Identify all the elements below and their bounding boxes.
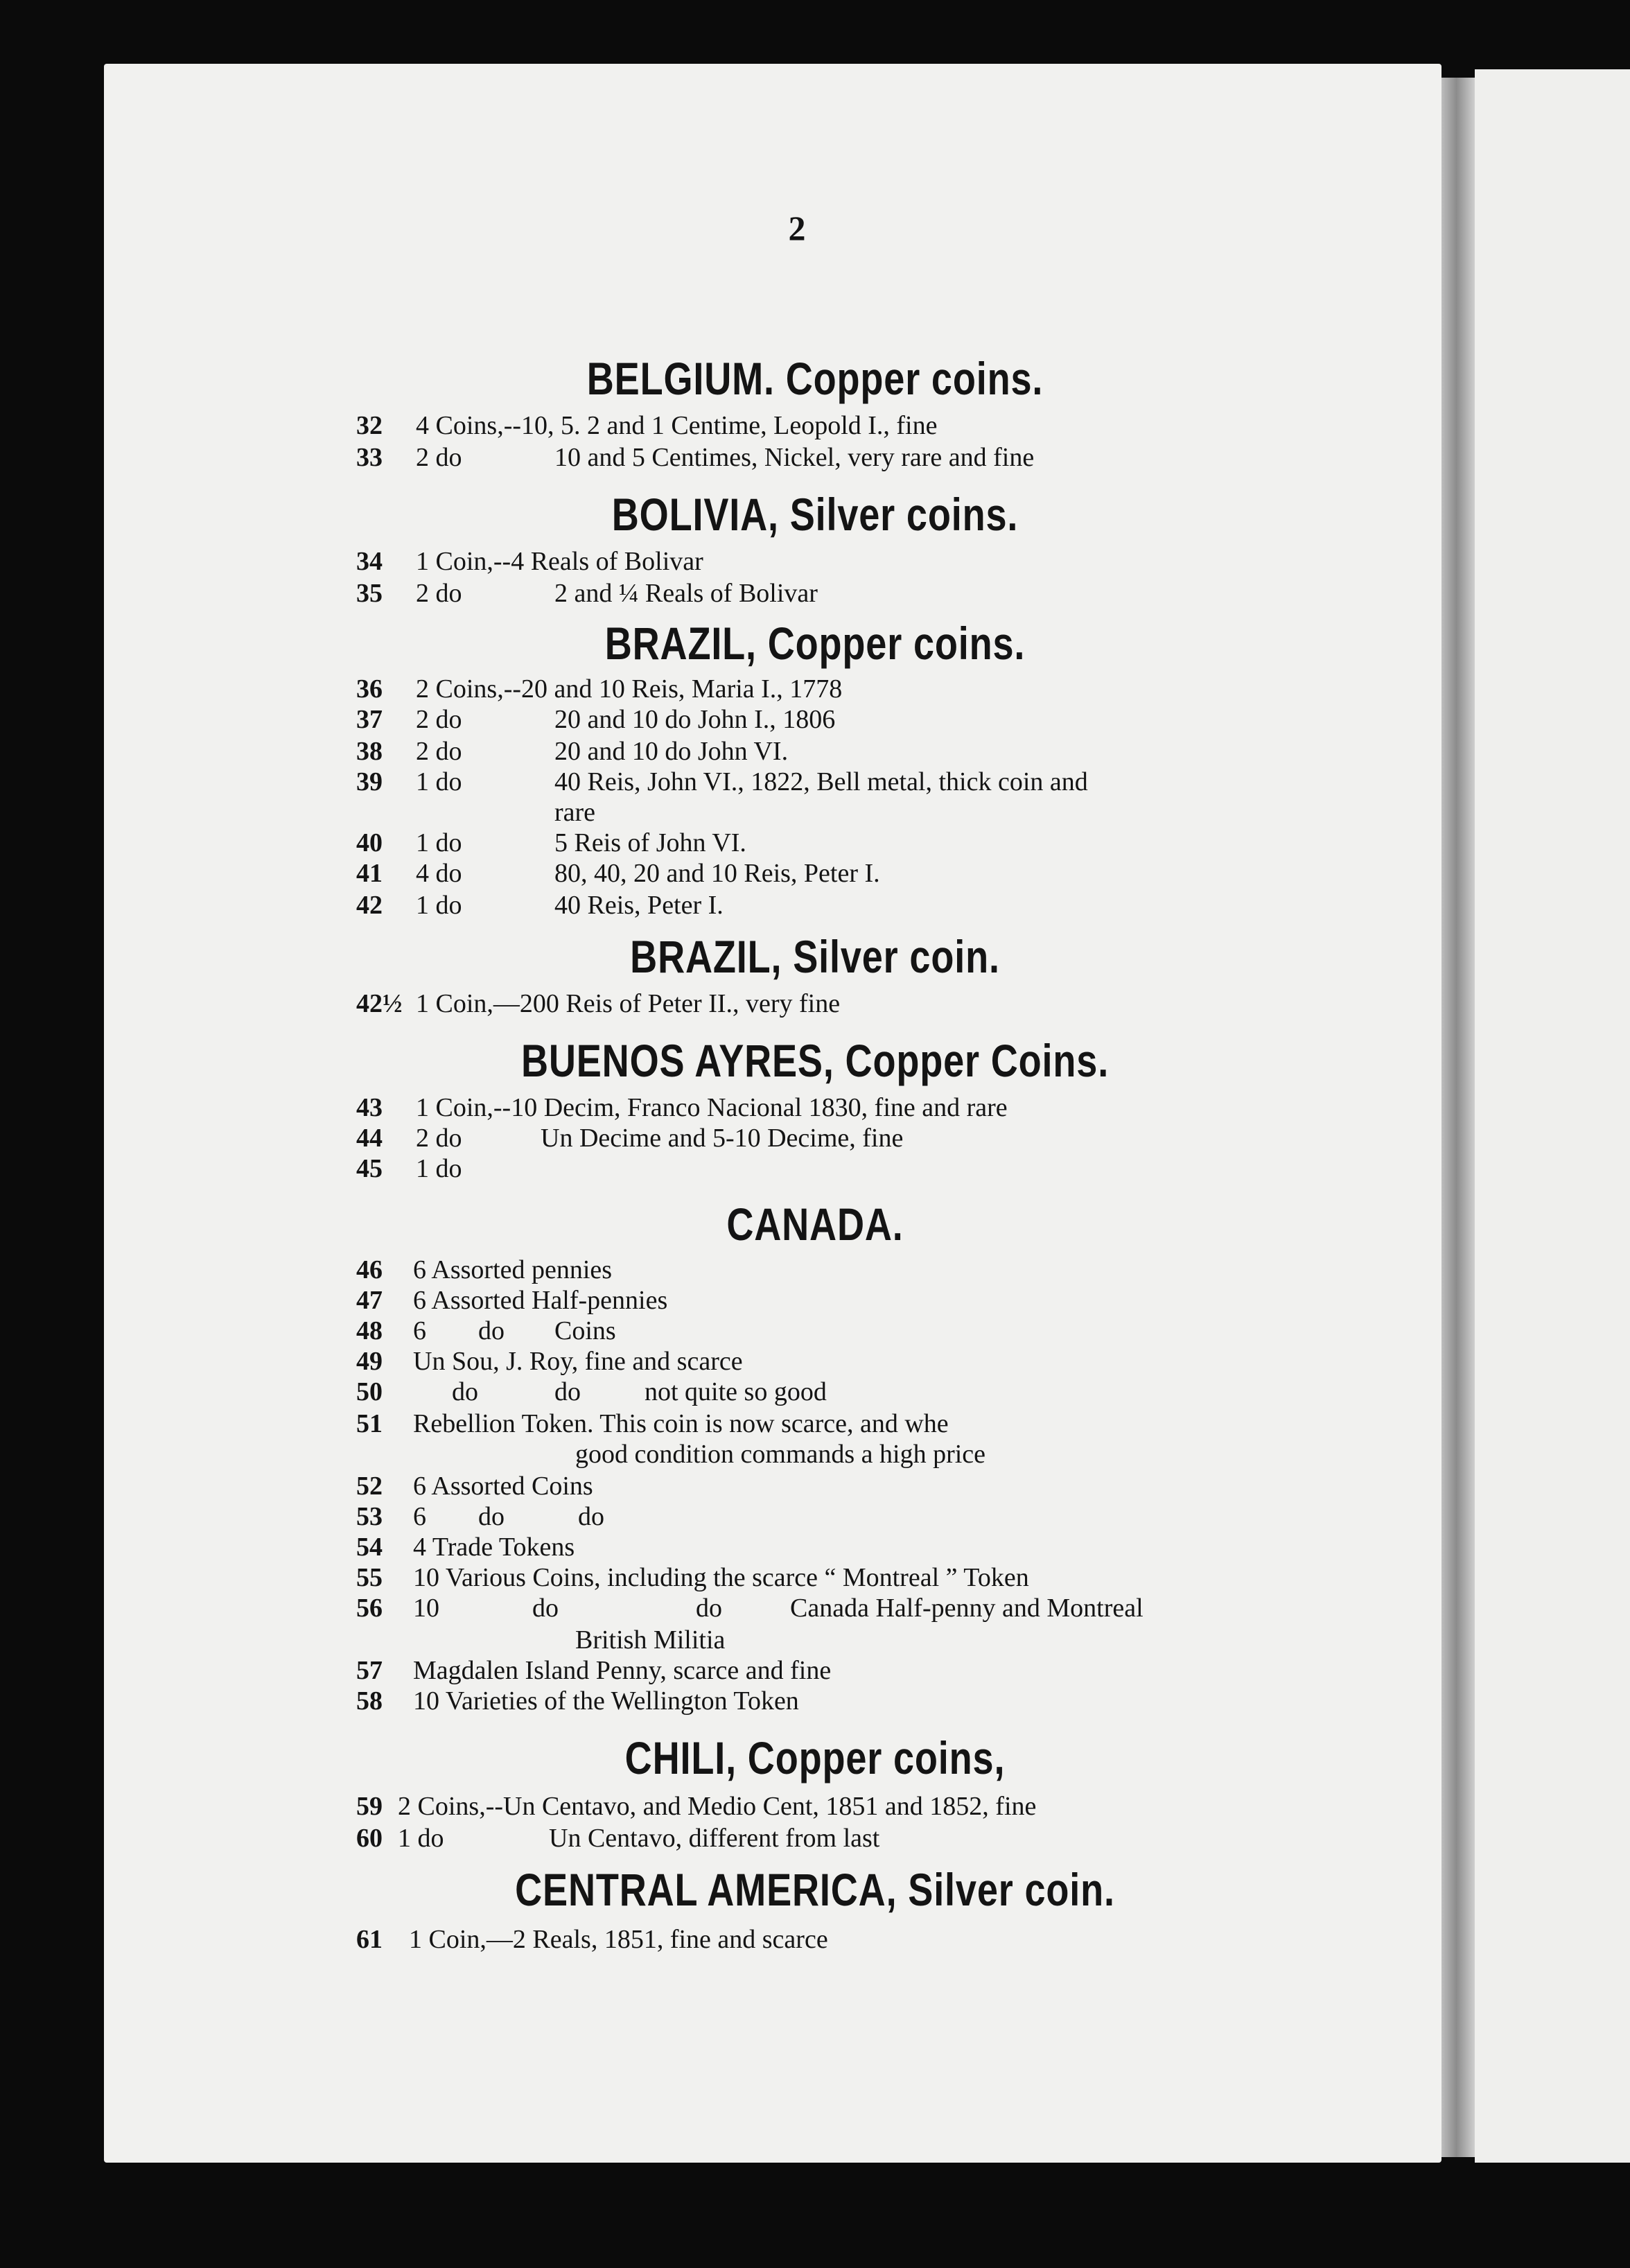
lot-ditto: do xyxy=(452,1377,478,1406)
lot-number: 39 xyxy=(356,767,383,796)
lot-ditto: do xyxy=(554,1377,581,1406)
lot-number: 59 xyxy=(356,1792,383,1821)
lot-ditto: do xyxy=(578,1502,604,1531)
section-heading-central-america: CENTRAL AMERICA, Silver coin. xyxy=(515,1864,1115,1915)
lot-quantity: 2 do xyxy=(416,579,462,608)
lot-description: 4 Coins,--10, 5. 2 and 1 Centime, Leopold I., fine xyxy=(416,411,938,440)
lot-number: 47 xyxy=(356,1286,383,1315)
lot-description: 1 Coin,—2 Reals, 1851, fine and scarce xyxy=(409,1925,828,1954)
lot-description: 10 and 5 Centimes, Nickel, very rare and fine xyxy=(554,443,1035,472)
section-heading-bolivia: BOLIVIA, Silver coins. xyxy=(611,489,1019,540)
lot-ditto: do xyxy=(478,1316,505,1345)
lot-quantity: 1 do xyxy=(416,891,462,920)
lot-number: 52 xyxy=(356,1472,383,1501)
lot-description: Canada Half-penny and Montreal xyxy=(790,1594,1143,1623)
lot-description: 1 Coin,--10 Decim, Franco Nacional 1830, fine and rare xyxy=(416,1093,1008,1122)
lot-description: 10 Various Coins, including the scarce “ Montreal ” Token xyxy=(413,1563,1029,1592)
lot-number: 53 xyxy=(356,1502,383,1531)
lot-description: 20 and 10 do John I., 1806 xyxy=(554,705,836,734)
lot-description: Coins xyxy=(554,1316,616,1345)
section-heading-buenos-ayres: BUENOS AYRES, Copper Coins. xyxy=(520,1035,1110,1086)
lot-number: 42½ xyxy=(356,989,403,1018)
lot-number: 60 xyxy=(356,1824,383,1853)
lot-number: 34 xyxy=(356,547,383,576)
lot-description-continued: rare xyxy=(554,798,596,827)
lot-number: 41 xyxy=(356,859,383,888)
lot-description: 2 and ¼ Reals of Bolivar xyxy=(554,579,818,608)
lot-quantity: 1 do xyxy=(398,1824,444,1853)
lot-number: 40 xyxy=(356,828,383,857)
lot-description-continued: good condition commands a high price xyxy=(575,1440,986,1469)
page-number: 2 xyxy=(788,209,806,247)
lot-number: 50 xyxy=(356,1377,383,1406)
lot-description: 6 Assorted Half-pennies xyxy=(413,1286,668,1315)
lot-description: 10 Varieties of the Wellington Token xyxy=(413,1686,799,1716)
next-page-sliver xyxy=(1475,69,1630,2163)
lot-description: 40 Reis, Peter I. xyxy=(554,891,724,920)
lot-description-continued: British Militia xyxy=(575,1625,726,1655)
lot-description: 1 Coin,—200 Reis of Peter II., very fine xyxy=(416,989,841,1018)
lot-description: 80, 40, 20 and 10 Reis, Peter I. xyxy=(554,859,880,888)
lot-number: 61 xyxy=(356,1925,383,1954)
lot-number: 56 xyxy=(356,1594,383,1623)
section-heading-brazil-copper: BRAZIL, Copper coins. xyxy=(604,618,1026,669)
lot-quantity: 6 xyxy=(413,1502,426,1531)
lot-description: 2 Coins,--Un Centavo, and Medio Cent, 1851 and 1852, fine xyxy=(398,1792,1037,1821)
lot-number: 42 xyxy=(356,891,383,920)
lot-quantity: 1 do xyxy=(416,828,462,857)
lot-quantity: 2 do xyxy=(416,737,462,766)
lot-description: Rebellion Token. This coin is now scarce, and whe xyxy=(413,1409,949,1438)
lot-number: 57 xyxy=(356,1656,383,1685)
lot-number: 36 xyxy=(356,674,383,704)
lot-quantity: 2 do xyxy=(416,705,462,734)
section-heading-canada: CANADA. xyxy=(726,1198,904,1250)
lot-quantity: 10 xyxy=(413,1594,439,1623)
lot-ditto: do xyxy=(696,1594,722,1623)
lot-quantity: 1 do xyxy=(416,1154,462,1183)
page-edge xyxy=(1441,78,1475,2157)
lot-description: not quite so good xyxy=(645,1377,827,1406)
lot-quantity: 2 do xyxy=(416,1124,462,1153)
lot-ditto: do xyxy=(532,1594,559,1623)
lot-number: 58 xyxy=(356,1686,383,1716)
lot-number: 55 xyxy=(356,1563,383,1592)
lot-description: 2 Coins,--20 and 10 Reis, Maria I., 1778 xyxy=(416,674,843,704)
lot-number: 48 xyxy=(356,1316,383,1345)
lot-description: Un Sou, J. Roy, fine and scarce xyxy=(413,1347,743,1376)
lot-quantity: 1 do xyxy=(416,767,462,796)
lot-description: 40 Reis, John VI., 1822, Bell metal, thick coin and xyxy=(554,767,1088,796)
lot-number: 43 xyxy=(356,1093,383,1122)
lot-description: Un Decime and 5-10 Decime, fine xyxy=(541,1124,904,1153)
lot-number: 51 xyxy=(356,1409,383,1438)
lot-description: 5 Reis of John VI. xyxy=(554,828,746,857)
lot-number: 45 xyxy=(356,1154,383,1183)
section-heading-belgium: BELGIUM. Copper coins. xyxy=(586,353,1044,404)
lot-quantity: 4 do xyxy=(416,859,462,888)
lot-description: 6 Assorted pennies xyxy=(413,1255,613,1284)
lot-description: Magdalen Island Penny, scarce and fine xyxy=(413,1656,832,1685)
lot-number: 44 xyxy=(356,1124,383,1153)
lot-number: 33 xyxy=(356,443,383,472)
section-heading-chili: CHILI, Copper coins, xyxy=(624,1732,1006,1783)
lot-description: 20 and 10 do John VI. xyxy=(554,737,789,766)
lot-description: 1 Coin,--4 Reals of Bolivar xyxy=(416,547,703,576)
section-heading-brazil-silver: BRAZIL, Silver coin. xyxy=(630,931,1000,982)
lot-quantity: 2 do xyxy=(416,443,462,472)
lot-number: 49 xyxy=(356,1347,383,1376)
lot-number: 32 xyxy=(356,411,383,440)
lot-number: 37 xyxy=(356,705,383,734)
lot-number: 35 xyxy=(356,579,383,608)
lot-number: 54 xyxy=(356,1533,383,1562)
lot-description: 4 Trade Tokens xyxy=(413,1533,575,1562)
lot-number: 46 xyxy=(356,1255,383,1284)
lot-quantity: 6 xyxy=(413,1316,426,1345)
lot-description: 6 Assorted Coins xyxy=(413,1472,593,1501)
lot-number: 38 xyxy=(356,737,383,766)
lot-ditto: do xyxy=(478,1502,505,1531)
lot-description: Un Centavo, different from last xyxy=(549,1824,880,1853)
